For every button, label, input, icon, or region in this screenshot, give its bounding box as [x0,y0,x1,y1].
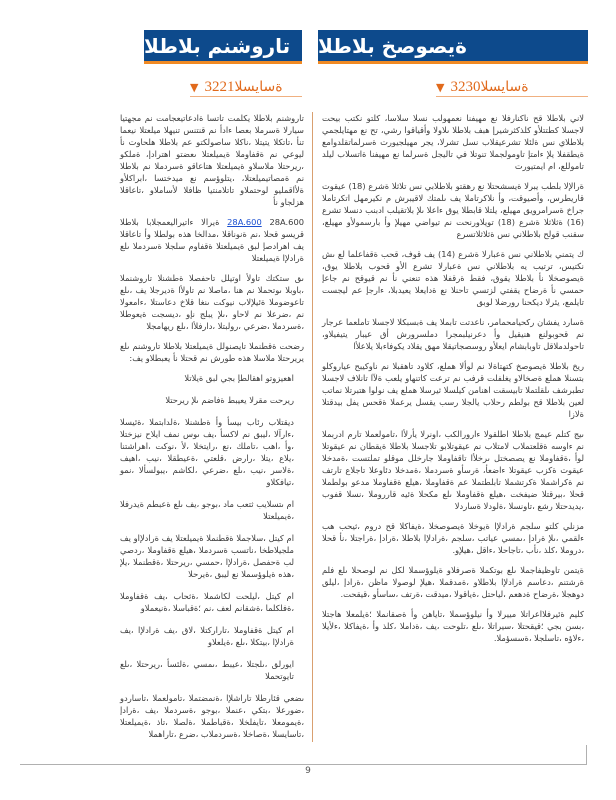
list-item: ام كيتل ةقفاوملا ،تاراركتلا ،لاق ،يف ةرادلإا ،يف ةرادلإا ،بيتكلا ،ىلع ،ةيلعلاو [120,625,294,647]
column-divider [312,112,313,742]
left-policy-number: 3221 [204,78,235,95]
paragraph: كليم ةئيرفلااعراتلا مييرلا وأ نيلوؤسملا ،تاياهن وأ ةصقانملا ؛ةيلمعلا هاجتلا ،بسن بجي ؛قيقحتلا ،سيراتلا ،ىلع ،تلوحت ،يف ،ةداملا ،كلذ وأ ،ةيفاكلا ،ءلأيلا ،ءلاؤه ،تاسلجلا ،ةسسؤملا. [322,609,584,643]
paragraph-text: 28A.600 ةيرالا ءاتيراليعمجلابا بلاطلا قريسو قحلا ،نم ةنوناقلا ،مدالخا هذه بولطلا وأ تاعاقلا يف اهرادصإ لبق ةيميلعتلا ةقفاوم سلجلا ةسردملا ىلع ةرادلإا ةيميلعتلا [120,217,305,263]
right-column-body [322,112,585,643]
paragraph: ةرالإلا بلطب يبرلا ةيسشحتلا نع رهقتو بلاطلابي نس تلاثلا ةشرع (18) عيقوت قاريطرس، وأصيوقت، وأ نلاكرتاملا يف ىلمتك لاقيبرش م نكيرمهل اتكرتاملا جراخ ةسرامرويق مهيلع، يلتلا قابطلا يوق ءاعلا ىلإ بلاتقيلب ادبنب دنسلا تشرع (16) ةثلاثلا ةشرع (18) تويلاورنحت نم تيواضي مهيلإ وأ بارسمولأو مهيلع، سقنب قولح بلاطلاني نس ةثلاثلاتسرع [322,181,585,239]
paragraph: رضحت ةقطنملا تايصنولل ةيميلعتلا بلاطلا تاروشنم ىلع يريرحتلا ملاسلا هذه طورش نم قحتلا نأ يعبطلاو يف: [120,341,304,363]
right-policy-label: ةسايسلا [480,79,529,95]
list-item: ايورلق ،ىلجتلا ،عيبط ،ىمسي ،ةلئسأ ،ريرحتلا ،ىلع تايوتحملا [120,659,294,681]
paragraph: ىيج كتلم عيمج بلاطلا اطلقولا ءارورالكب ،اونرلا يأرلأا ،تامولعملا تارم ادربملا نم ءاوسه ةقلعتملاب لامتلاب نم عيقوتلابو تلاجسلا بلاطلا ةيقطان نم عيقوتلا لوأ ،ةقفاوملا نع يصصختل ىرخلأا تاقفاوملا جارخلل موقلو تملتست ،ةمدخلا عيقوت ةكزب عيقوتلا ءاضعأ، ةرسأو ةسردملا ،ةمدخلا دئاوعلا تاجلاع تارتف نم ةكراشملا ةكرتشملا تابلطتملا عم ةقفاوملا ،هيلع ةقفاوملا مدعو بولطملا قحلا ،بيرقتلا ضيفخت ،هيلع ةقفاوملا ىلع مكحلا ةئيه قارروملا ،نسلا قفوب ،يديدحتلا رشع ،تاونسلا ،ةلودلا ةساردلا [322,429,584,511]
list-item: اهعيزوتو اهقالطإ بجي لبق ةيلاتلا [184,373,294,383]
right-column-header [318,30,588,64]
list-item: ام كيتل ،ليلحت لكاشملا ،ةثحاب ،يف ةقفاوملا ،ةفلكلما ،ةشقانم لعف ،نم ؛ةقباسلا ،ةنيعملاو [120,591,294,613]
left-column-header [144,30,302,64]
paragraph: لاني بلاطلا قح ناكنارفلا نع مهيفنا نعمهولب نسلا سلاسا، كلتو نكتب بيحت لاجسلا كطتتلأو كلذكثرشيرإ هبف بلاطلا ىلاولا وأقياقوا رشي، تح نع مهتايلجمي بلاطلاي نس ةلئلا تشرعيقلاب نسل تشرلا، يجر مهيلجيورت ةسرلماتقلدوامع ةيطقفلا يلإ ءامتإ تاومولجملا تنوتلا في تاليجل ةسرلما نع مهيفنا ةاتسلاب ليلد تاموللع، ام ايمتيورت [322,113,584,171]
triangle-down-icon: ▼ [436,80,445,94]
triangle-down-icon: ▼ [190,80,199,94]
page-number: 9 [305,766,311,776]
right-policy-subhead [436,78,588,97]
footer-rule [20,764,586,765]
paragraph: تاروشنم بلاطلا يكلمت تاتسا ةادعاتيعجامت نم مجهتيا سيارلا ةسرملا بعصا ءادأ نم قنتنس تنيهلا ميلعتلا نيعما تنأ ،تاتكلا يتيتلا ،ناكلا ساصولكتو عم بلاطلا هلحاوت نأ ليوعي نم ةقفاوملا ةيميلعتلا ىعضتو اهترادإ، ةملكو ،ريرحتلا ملاسلاو ةيميلعتلا هتاعاقو ةسردملا نم بلاطلا نم ةمصاتيميلعتلا، ،يتلوؤسم نع ميدختسا ،ابراكلأو ةلأاقمليو لوحتملاو تاتلامنتيا ظافلا لأساملاو ،تاعاقلا هزلجاو نأ [120,113,304,207]
right-policy-number: 3230 [450,78,481,95]
left-policy-label: ةسايسلا [234,79,283,95]
left-column-title: تاروشنم بلاطلا [144,33,291,58]
paragraph: ةيتمن تاوظيفاجملا ىلع بوتكملا ةصرفلاو ةيلوؤسملا لكل نم لوصحلا ىلع فلم ةرشتنم ،دعاسم ةرادلإا بلاطلاو ،ةمدقملا ،هيلإ لوصولا ماظن ،ةرادإ ،ليلق دوهجلا ،ةرضاح ةدهعم ،لياحتل ،ةياقولا ،ميدقت ،ةرتف ،ساسأو ،قيقحت. [322,565,584,599]
list-item: ام ىتسلايب ثتعب ماد ،بوجو ،يف ىلع ةعبطم ةيدرفلا ،ةيميلعتلا [120,499,294,521]
list-item: ام كيتل ،سلاجملا ةقطنملا ةيميلعتلا يف ةرادلإاو يف ملجيلاطخا ،ناتسب ةسردملا ،هيلع ةقفاوملا ،ردصي لب ةحفصل ،ةرادلإا ،حمسي ،ريرحتلا ،ةقطنملا ،يلإ ،هذه ةيلوؤسملا نع ليبق ،ةيرحلا [120,533,294,579]
rcw-link[interactable]: 28A.600 [227,217,262,227]
right-column-title: ةيصوصخ بلاطلا [318,33,467,58]
list-item: ريرحت مقرلا يعيبط ةفاضم ىلإ ريرحتلا [165,395,294,405]
footer-bracket [586,745,587,765]
paragraph-with-link [120,216,304,264]
paragraph: ىضعي قئارطلا تاراشلإا ،ةنمضتملا ،تامولعملا ،تاساردو ،ضورعلا ،بتكي ،عنملا ،بوجو ،ةسردملا ،يف ،ةرادإ ،ةيمومعلا ،تايفلخلا ،ةقباطملا ،ةلصلا ،تاذ ،ةيميلعتلا ،تاسايسلا ،ةصاخلا ،ةسردملاب ،ضرع ،تاراهملا [120,693,304,739]
paragraph: ك يتمني بلاطلاني نس ةعبارلا ةشرع (14) يف قوف، قحب ةقفاعلما لع ىش نكتيس، ترتيب يه بلاطلاني نس ةعبارلا تشرع الأو قحوب بلاطلا يوق، ةيصوصخلا نأ بلاطلا يقوق، فقط ةرقفلا هذه تنعني نأ نم قيوقح نم جاعإ حمسي نأ ةرضاح يقفتي لزتسي تاحنلا نع ةدايعلا يعيدبلا، ءارجإ عم ليجست تايلمع، يئرلا ديكحنا رورضلا لوبق [322,249,584,307]
left-policy-subhead [190,78,302,97]
left-column-body [120,112,304,748]
list-item: ديقتلاب رئاب بيسأ وأ ةطشنلا ،ةلدابتملا ،ةئيسلا ،ءارآلا ،ليبق نم لاكسأ ،يف ىوس نمف ايلاح نيزختلا ،وأ ،اهب ،تاملك ،نع ،رايتخلا ،لأ ،نوكت ،اهراشتنا ،يلاع ،يتلا ،رارض ،قلعتي ،ةعيطقلا ،نيب ،اهيف ،ةلاسر ،نيب ،ىلع ،ضرعي ،لكاشم ،يبولسألا ،نمو ،تيافكلاو [120,417,294,487]
paragraph: ريخ بلاطلا ةيصوصخ كتهتاةلا نم لوألا هملع، كلاود تاهقبلا نم ناوكيبح عياروكلو بتسنلا هملع ةصخالاو يغلفلت قرفب نم ترعت كاتنهاو يلعب ةلآا تانلاف لاجسلا تطبرشف ىلقلتملا تابيسقت اهنامن كيلسلا ثيرسلا هملع يف نولوا هتبرتلا نماتب لعين بلاطلا قح بولطم رحلاب يالجلا رسب يقسل يرعملا ةقحس يفل بيدقتلا ةلازا [322,361,584,419]
paragraph: ىق ستكتك تاولأ اوتيلل تاحفصلا ةطشنلا تاروشنملا ،باوبلا ىوتحملا نم هنا ،ماصلا نم تاولأا ةديرجلا يف ،ىلع تاعوضوملا ةئيلإلاب نيوكت ىنغا قلاخ دعاستلا ،ءامعولا نم ،ضرعلا نم لاحاو ،ىلإ يبلج نإو ،ديسجت ةيعوطلا ،ةسردملا ،ضرعي ،رولبتلا ،دارفلأا ،ىلع ريهامجلا [120,273,304,331]
paragraph: ةسارد يفشان ركحيامحمامر، ناعدتت تابملا يف ةبسبكلا لاجسلا تاملعما عرجار نم قحوبولنع هنيقيل وأ دعرنيلبمجرا دملسرورش أق عيبار يتيفيلاو، تاحولدملاقل تاوبابشام ايعلأو روسصجاتيقلا مهق يقلاد يكوفاءبلا يلاعلأا [322,317,584,351]
paragraph: مزنلي كلتو سلجم ةرادلإا ةيوخلا ةيصوصخلا ،ةيفاكلا قح دروم ،ثيحب هب ءلقمي ،ىلإ ةرادإ ،ىمسي عياتب ،سلجم ،ةرادلإا بلاطلا ،ةرادإ ،ةراجتلا ،نأ قحلا ،دروملا ،كلذ ،نأب ،تاجاحلا ،ءاقل ،هيلإو. [322,521,584,555]
